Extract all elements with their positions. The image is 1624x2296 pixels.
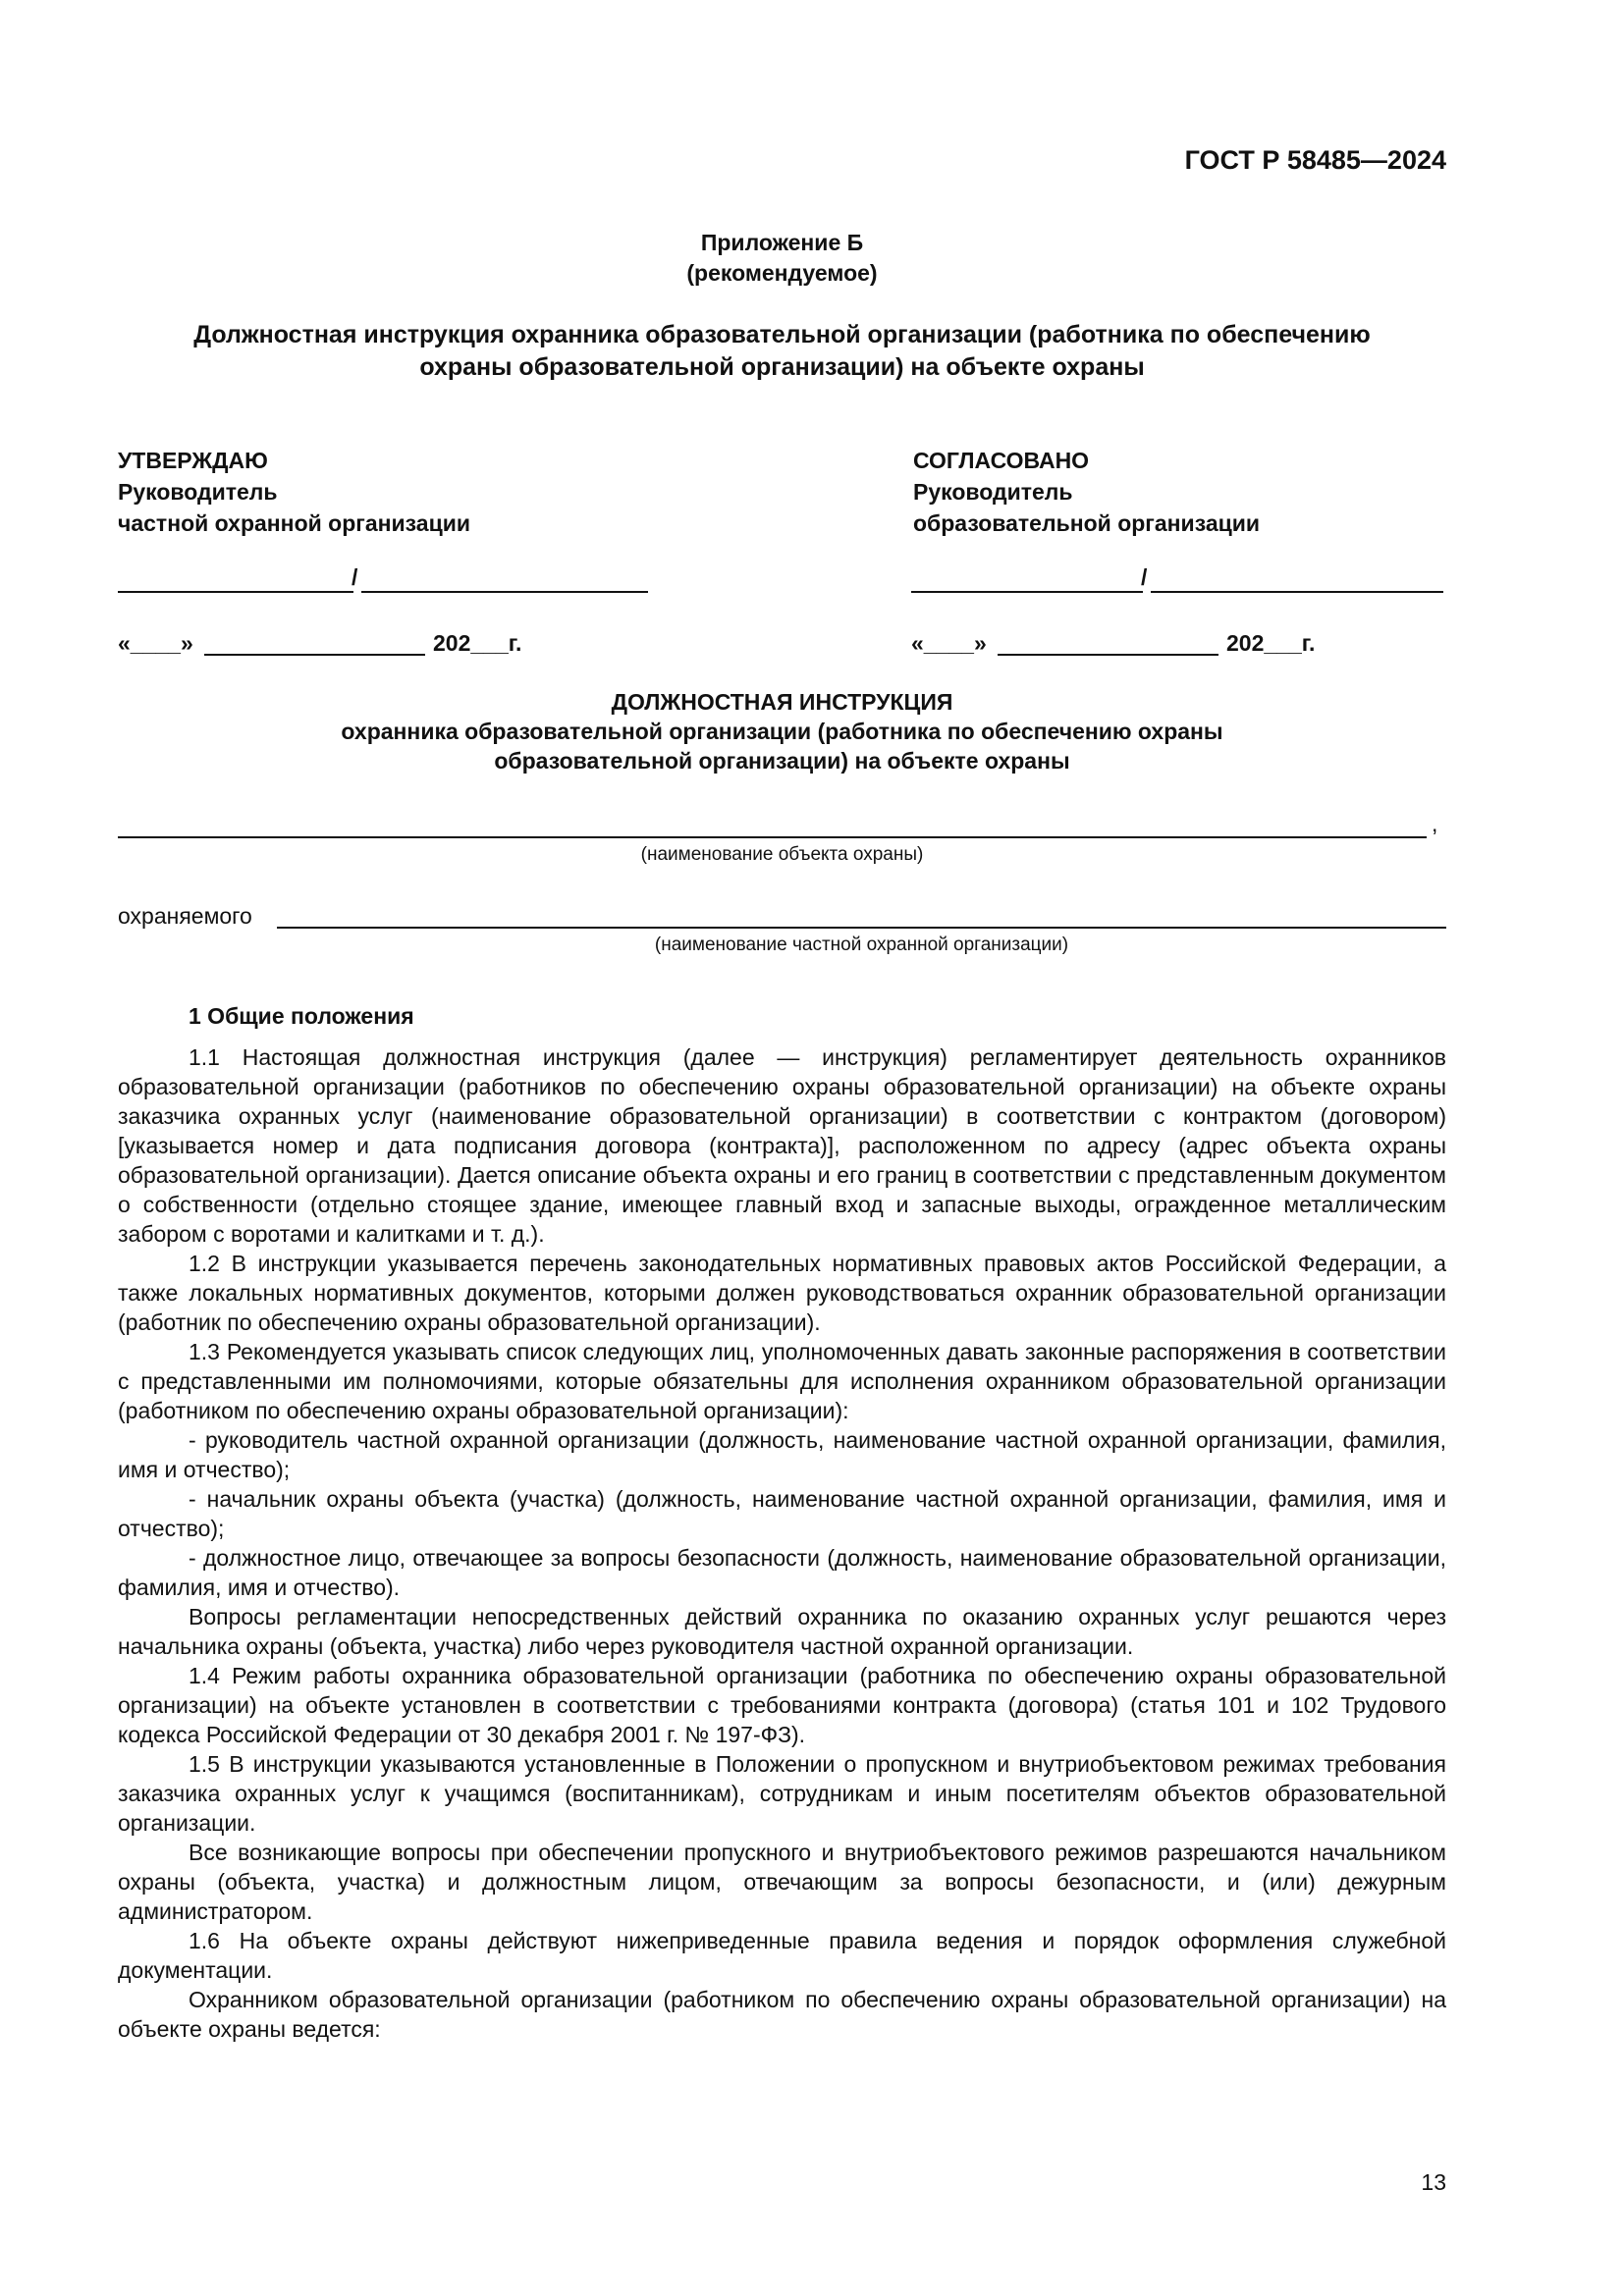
approve-block [118,445,668,539]
title-line-1: Должностная инструкция охранника образовательной организации (работника по обеспечению [193,321,1371,348]
section-1-heading: 1 Общие положения [189,1003,414,1029]
paragraph-1-4: 1.4 Режим работы охранника образовательной организации (работника по обеспечению охраны образовательной организации) на объекте установлен в соответствии с требованиями контракта (договора) (статья 101 и 102 Трудового кодекса Российской Федерации от 30 декабря 2001 г. № 197-ФЗ). [118,1663,1446,1747]
list-item-head-of-security-org: - руководитель частной охранной организации (должность, наименование частной охранной организации, фамилия, имя и отчество); [118,1427,1446,1482]
annex-heading [118,228,1446,289]
annex-label: Приложение Б [700,230,864,255]
page-number: 13 [1421,2169,1446,2195]
agree-date-day: «____» [911,630,987,656]
list-item-safety-official: - должностное лицо, отвечающее за вопросы безопасности (должность, наименование образовательной организации, фамилия, имя и отчество). [118,1545,1446,1600]
section-1 [118,1001,1446,2044]
agree-heading: СОГЛАСОВАНО [913,448,1090,473]
instruction-line-2: образовательной организации) на объекте охраны [494,748,1070,774]
instruction-line-1: охранника образовательной организации (работника по обеспечению охраны [341,719,1223,744]
paragraph-questions: Все возникающие вопросы при обеспечении пропускного и внутриобъектового режимов разрешаются начальником охраны (объекта, участка) и должностным лицом, отвечающим за вопросы безопасности, и (или) дежурным администратором. [118,1840,1446,1924]
paragraph-regulation: Вопросы регламентации непосредственных действий охранника по оказанию охранных услуг решаются через начальника охраны (объекта, участка) либо через руководителя частной охранной организации. [118,1604,1446,1659]
document-title [118,319,1446,384]
agree-org: образовательной организации [913,510,1261,536]
paragraph-documentation: Охранником образовательной организации (работником по обеспечению охраны образовательной организации) на объекте охраны ведется: [118,1987,1446,2042]
approve-date-day: «____» [118,630,193,656]
object-caption: (наименование объекта охраны) [640,844,924,865]
object-name-line[interactable] [118,836,1427,838]
standard-number: ГОСТ Р 58485—2024 [1184,145,1446,175]
agree-date-month-line[interactable] [998,654,1218,656]
paragraph-1-2: 1.2 В инструкции указывается перечень законодательных нормативных правовых актов Российской Федерации, а также локальных нормативных документов, которыми должен руководствоваться охранник образовательной организации (работник по обеспечению охраны образовательной организации). [118,1251,1446,1335]
agree-date-year: 202___г. [1226,630,1316,656]
approve-heading: УТВЕРЖДАЮ [118,448,268,473]
instruction-title [118,687,1446,775]
agree-signature-line[interactable] [911,591,1143,593]
approve-date-year: 202___г. [433,630,522,656]
annex-status: (рекомендуемое) [686,260,878,286]
org-caption: (наименование частной охранной организации) [654,934,1069,955]
agree-name-line[interactable] [1151,591,1443,593]
approve-signature-line[interactable] [118,591,353,593]
paragraph-1-3: 1.3 Рекомендуется указывать список следующих лиц, уполномоченных давать законные распоряжения в соответствии с представленными им полномочиями, которые обязательны для исполнения охранником образовательной организации (работником по обеспечению охраны образовательной организации): [118,1339,1446,1423]
approve-org: частной охранной организации [118,510,470,536]
paragraph-1-1: 1.1 Настоящая должностная инструкция (далее — инструкция) регламентирует деятельность охранников образовательной организации (работников по обеспечению охраны образовательной организации) на объекте охраны заказчика охранных услуг (наименование образовательной организации) в соответствии с контрактом (договором) [указывается номер и дата подписания договора (контракта)], расположенном по адресу (адрес объекта охраны образовательной организации). Дается описание объекта охраны и его границ в соответствии с представленным документом о собственности (отдельно стоящее здание, имеющее главный вход и запасные выходы, огражденное металлическим забором с воротами и калитками и т. д.). [118,1044,1446,1247]
approve-date-month-line[interactable] [204,654,425,656]
agree-block [913,445,1463,539]
instruction-heading: ДОЛЖНОСТНАЯ ИНСТРУКЦИЯ [611,689,953,715]
approve-role: Руководитель [118,479,278,505]
approve-name-line[interactable] [361,591,648,593]
object-line-comma: , [1432,811,1438,836]
agree-role: Руководитель [913,479,1073,505]
list-item-head-of-guard: - начальник охраны объекта (участка) (должность, наименование частной охранной организации, фамилия, имя и отчество); [118,1486,1446,1541]
agree-slash: / [1141,564,1148,590]
title-line-2: охраны образовательной организации) на объекте охраны [419,353,1145,381]
paragraph-1-5: 1.5 В инструкции указываются установленные в Положении о пропускном и внутриобъектовом режимах требования заказчика охранных услуг к учащимся (воспитанникам), сотрудникам и иным посетителям объектов образовательной организации. [118,1751,1446,1836]
approve-slash: / [352,564,358,590]
guarded-label: охраняемого [118,903,252,929]
guarding-org-line[interactable] [277,927,1446,929]
paragraph-1-6: 1.6 На объекте охраны действуют нижеприведенные правила ведения и порядок оформления служебной документации. [118,1928,1446,1983]
